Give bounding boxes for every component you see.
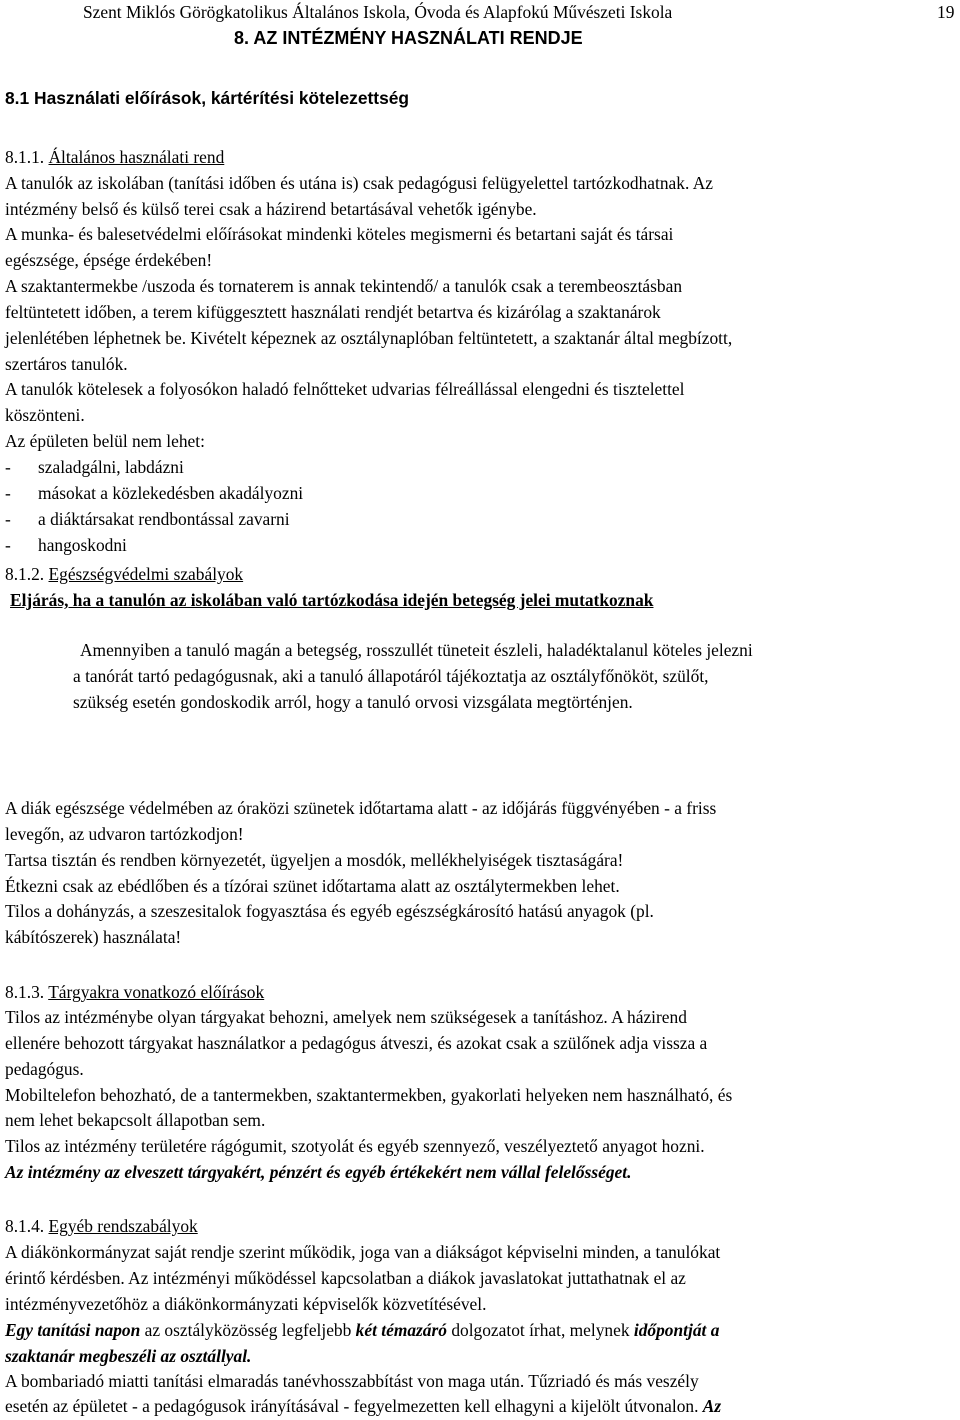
paragraph-line: esetén az épületet - a pedagógusok irányításával - fegyelmezetten kell elhagyni a kijelölt útvonalon. Az — [5, 1396, 722, 1416]
paragraph-line: levegőn, az udvaron tartózkodjon! — [5, 824, 244, 844]
paragraph-line: A diák egészsége védelmében az óraközi szünetek időtartama alatt - az időjárás függvényében - a friss — [5, 798, 717, 818]
paragraph-line: Mobiltelefon behozható, de a tantermekben, szaktantermekben, gyakorlati helyeken nem használható, és — [5, 1085, 733, 1105]
subsection-heading-8-1-2: 8.1.2. Egészségvédelmi szabályok — [5, 564, 244, 584]
paragraph-line: Étkezni csak az ebédlőben és a tízórai szünet időtartama alatt az osztálytermekben lehet. — [5, 876, 620, 896]
indented-line: a tanórát tartó pedagógusnak, aki a tanuló állapotáról tájékoztatja az osztályfőnököt, szülőt, — [73, 666, 709, 686]
paragraph-line: ellenére behozott tárgyakat használatkor a pedagógus átveszi, és azokat csak a szülőnek adja vissza a — [5, 1033, 708, 1053]
list-item: - a diáktársakat rendbontással zavarni — [5, 509, 290, 529]
paragraph-line: kábítószerek) használata! — [5, 927, 182, 947]
paragraph-line: szaktanár megbeszéli az osztállyal. — [5, 1346, 252, 1366]
paragraph-line: A bombariadó miatti tanítási elmaradás tanévhosszabbítást von maga után. Tűzriadó és más veszély — [5, 1371, 699, 1391]
subsection-heading-8-1-3: 8.1.3. Tárgyakra vonatkozó előírások — [5, 982, 265, 1002]
paragraph-line: Tilos az intézmény területére rágógumit, szotyolát és egyéb szennyező, veszélyeztető anyagot hozni. — [5, 1136, 705, 1156]
emphasis-statement: Az intézmény az elveszett tárgyakért, pénzért és egyéb értékekért nem vállal felelősséget. — [5, 1162, 632, 1182]
paragraph-line: A tanulók kötelesek a folyosókon haladó felnőtteket udvarias félreállással elengedni és tisztelettel — [5, 379, 685, 399]
paragraph-line: Tartsa tisztán és rendben környezetét, ügyeljen a mosdók, mellékhelyiségek tisztaságára! — [5, 850, 624, 870]
paragraph-line: Tilos a dohányzás, a szeszesitalok fogyasztása és egyéb egészségkárosító hatású anyagok (pl. — [5, 901, 654, 921]
page-number: 19 — [937, 2, 955, 22]
paragraph-line: pedagógus. — [5, 1059, 84, 1079]
paragraph-line: intézményvezetőhöz a diákönkormányzati képviselők közvetítésével. — [5, 1294, 487, 1314]
paragraph-line: intézmény belső és külső terei csak a házirend betartásával vehetők igénybe. — [5, 199, 537, 219]
indented-line: Amennyiben a tanuló magán a betegség, rosszullét tüneteit észleli, haladéktalanul köteles jelezni — [80, 640, 753, 660]
paragraph-line: Az épületen belül nem lehet: — [5, 431, 205, 451]
paragraph-line: érintő kérdésben. Az intézményi működéssel kapcsolatban a diákok javaslatokat juttathatnak el az — [5, 1268, 686, 1288]
list-item: - szaladgálni, labdázni — [5, 457, 184, 477]
section-title: 8.1 Használati előírások, kártérítési kötelezettség — [5, 88, 410, 108]
paragraph-line: A diákönkormányzat saját rendje szerint működik, joga van a diákságot képviselni minden, a tanulókat — [5, 1242, 721, 1262]
school-name: Szent Miklós Görögkatolikus Általános Iskola, Óvoda és Alapfokú Művészeti Iskola — [83, 2, 673, 22]
paragraph-line: szertáros tanulók. — [5, 354, 128, 374]
paragraph-line: nem lehet bekapcsolt állapotban sem. — [5, 1110, 266, 1130]
list-item: - hangoskodni — [5, 535, 127, 555]
paragraph-line: A munka- és balesetvédelmi előírásokat mindenki köteles megismerni és betartani saját és társai — [5, 224, 674, 244]
paragraph-line: jelenlétében léphetnek be. Kivételt képeznek az osztálynaplóban feltüntetett, a szaktanár által megbízott, — [5, 328, 733, 348]
paragraph-line: A tanulók az iskolában (tanítási időben és utána is) csak pedagógusi felügyelettel tartózkodhatnak. Az — [5, 173, 713, 193]
paragraph-line: feltüntetett időben, a terem kifüggesztett használati rendjét betartva és kizárólag a szaktanárok — [5, 302, 661, 322]
paragraph-line: köszönteni. — [5, 405, 85, 425]
paragraph-line: egészsége, épsége érdekében! — [5, 250, 213, 270]
indented-line: szükség esetén gondoskodik arról, hogy a tanuló orvosi vizsgálata megtörténjen. — [73, 692, 633, 712]
paragraph-line: Tilos az intézménybe olyan tárgyakat behozni, amelyek nem szükségesek a tanításhoz. A házirend — [5, 1007, 687, 1027]
paragraph-line: A szaktantermekbe /uszoda és tornaterem is annak tekintendő/ a tanulók csak a terembeosztásban — [5, 276, 683, 296]
list-item: - másokat a közlekedésben akadályozni — [5, 483, 304, 503]
subsection-heading-8-1-4: 8.1.4. Egyéb rendszabályok — [5, 1216, 198, 1236]
chapter-title: 8. AZ INTÉZMÉNY HASZNÁLATI RENDJE — [234, 28, 583, 48]
paragraph-line: Egy tanítási napon az osztályközösség legfeljebb két témazáró dolgozatot írhat, melynek időpontját a — [5, 1320, 720, 1340]
procedure-title: Eljárás, ha a tanulón az iskolában való tartózkodása idején betegség jelei mutatkoznak — [10, 590, 654, 610]
subsection-heading-8-1-1: 8.1.1. Általános használati rend — [5, 147, 225, 167]
